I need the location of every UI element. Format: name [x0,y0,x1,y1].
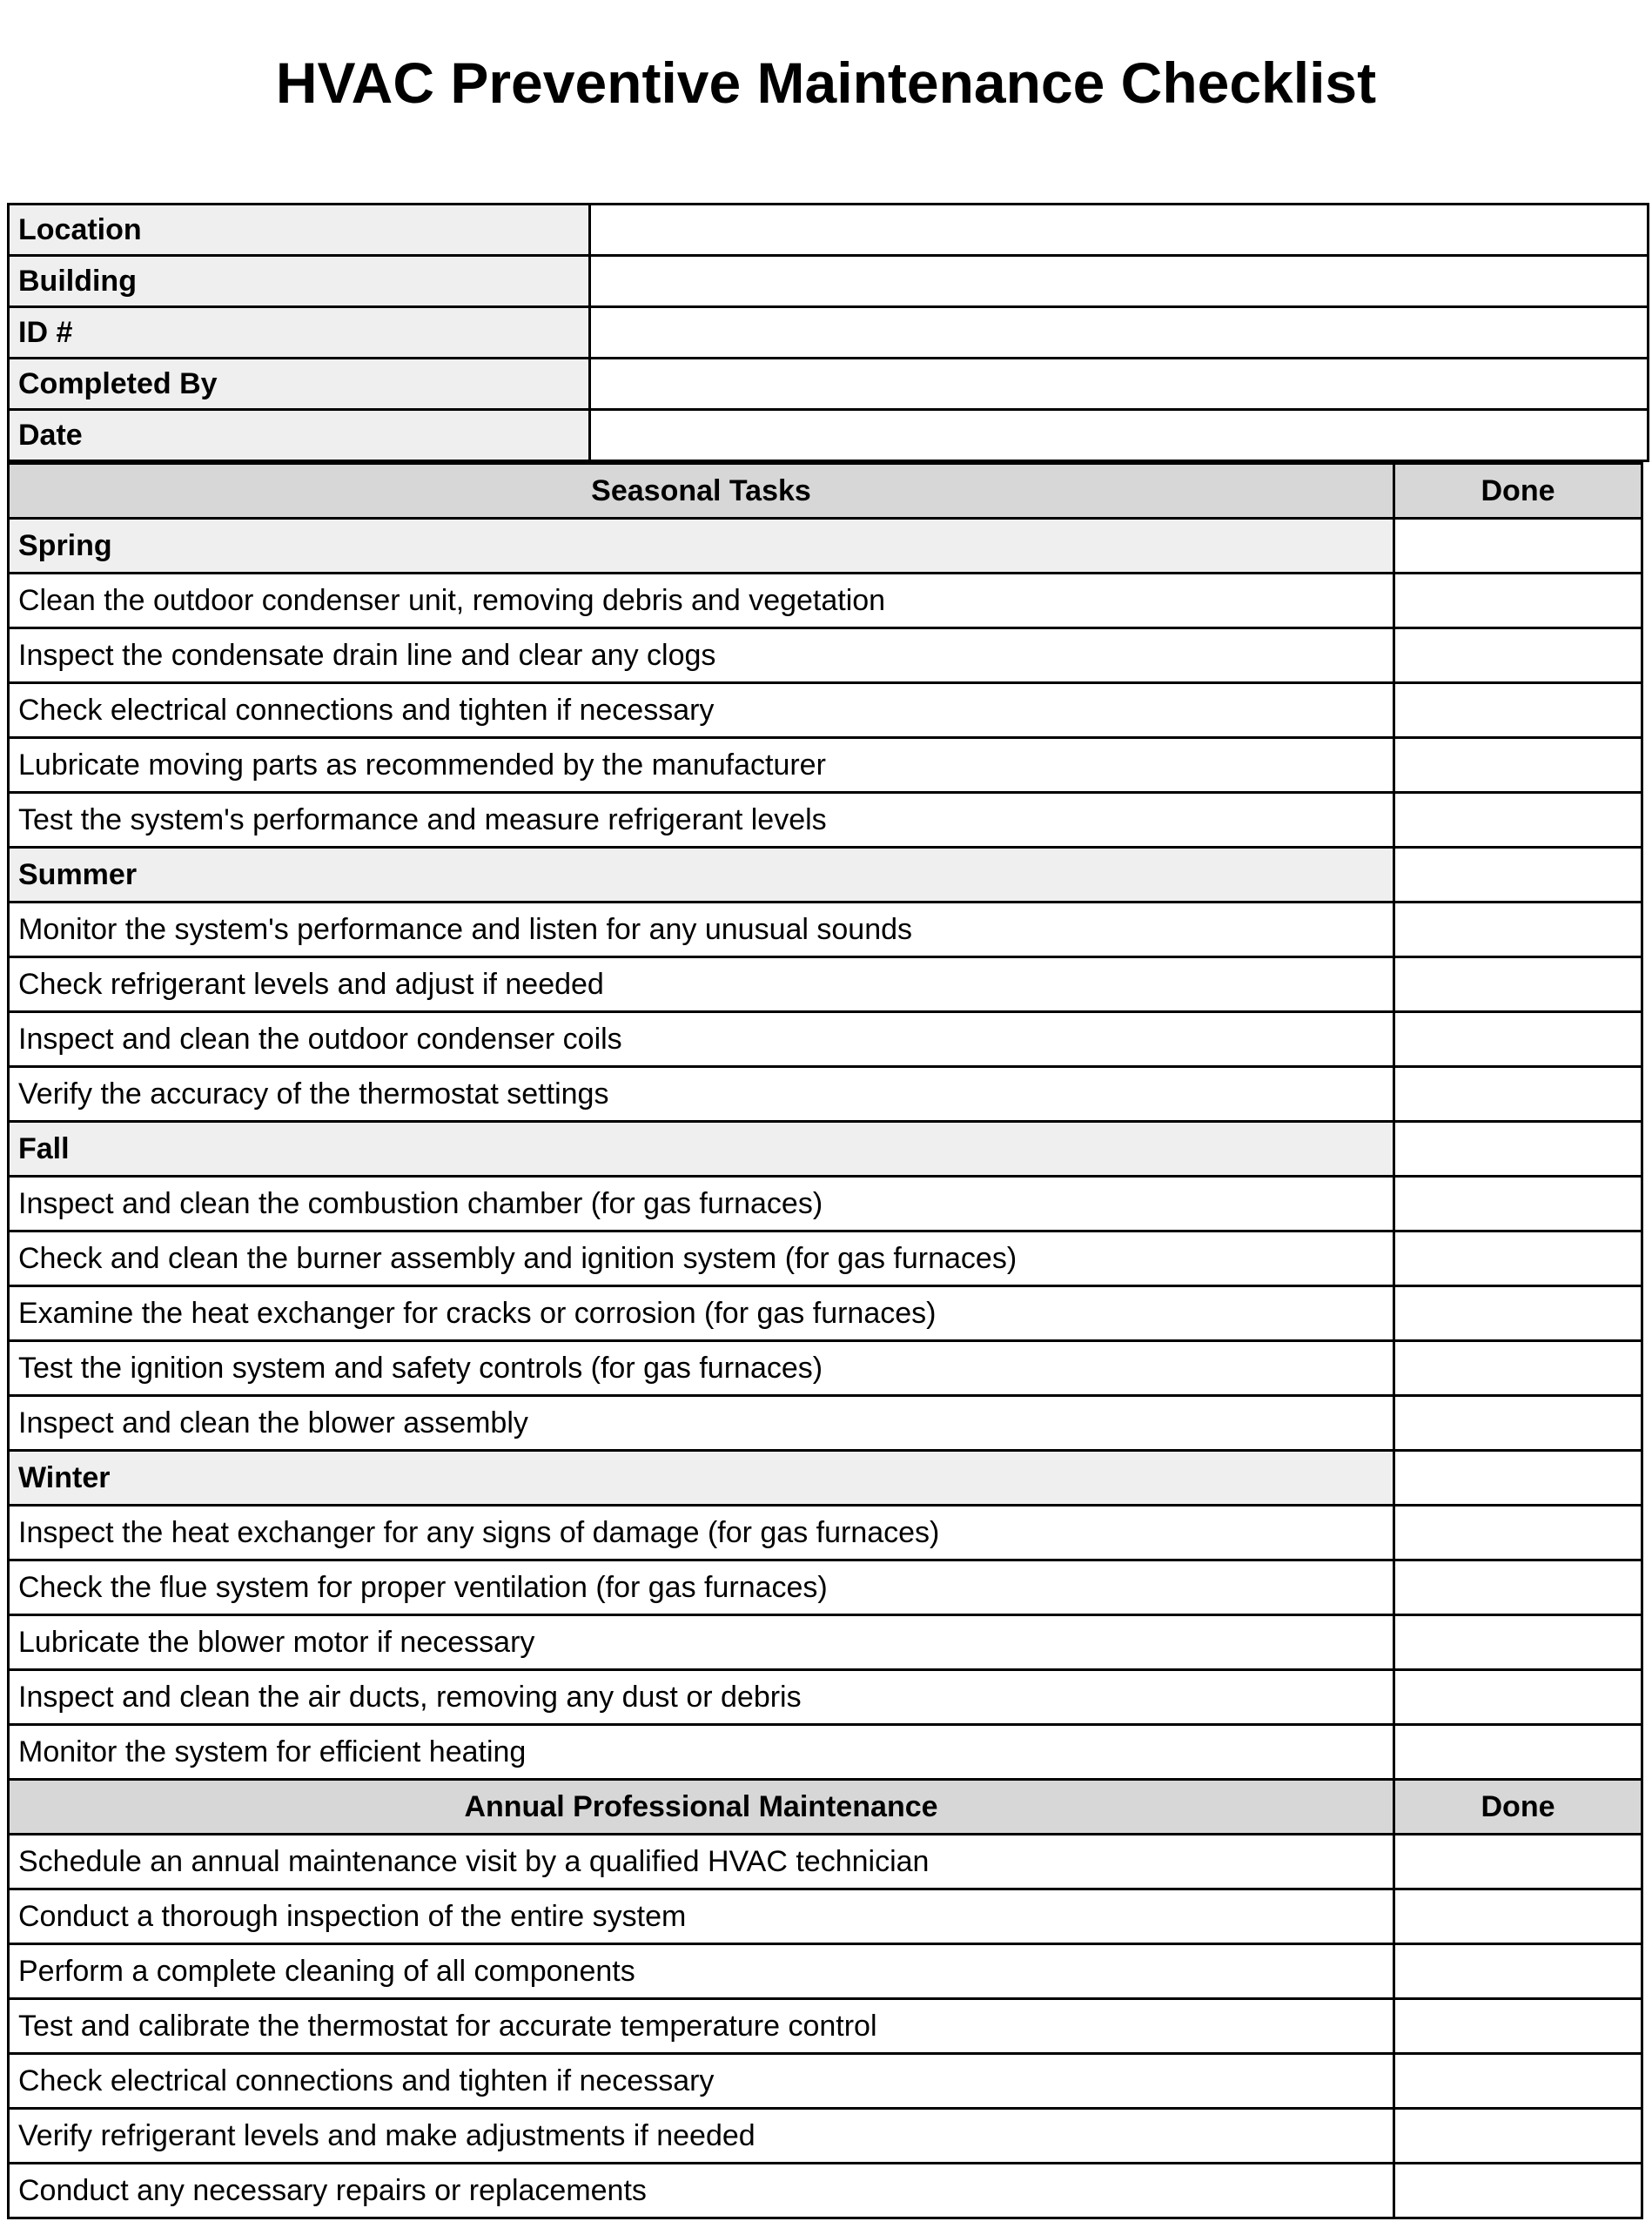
done-cell[interactable] [1394,1506,1642,1560]
field-value-cell[interactable] [590,205,1649,256]
task-row [9,1560,1642,1615]
task-row [9,1341,1642,1396]
task-label: Verify refrigerant levels and make adjustments if needed [9,2109,1394,2164]
task-row [9,1177,1642,1231]
done-cell[interactable] [1394,1012,1642,1067]
season-header-fall [9,1122,1642,1177]
done-column-header: Done [1394,464,1642,519]
task-row [9,903,1642,957]
checklist-table [7,462,1643,2219]
done-cell[interactable] [1394,1451,1642,1506]
done-cell[interactable] [1394,1725,1642,1780]
task-row [9,1231,1642,1286]
task-label: Verify the accuracy of the thermostat settings [9,1067,1394,1122]
task-row [9,1944,1642,1999]
task-label: Conduct any necessary repairs or replacements [9,2164,1394,2218]
field-row-location [9,205,1649,256]
field-row-completed-by [9,359,1649,410]
task-label: Monitor the system's performance and listen for any unusual sounds [9,903,1394,957]
field-label: Location [9,205,590,256]
task-label: Schedule an annual maintenance visit by a qualified HVAC technician [9,1835,1394,1889]
field-value-cell[interactable] [590,359,1649,410]
field-value-cell[interactable] [590,307,1649,359]
done-cell[interactable] [1394,683,1642,738]
done-cell[interactable] [1394,2164,1642,2218]
task-row [9,957,1642,1012]
field-label: Building [9,256,590,307]
field-row-date [9,410,1649,461]
task-row [9,628,1642,683]
task-label: Test the system's performance and measure refrigerant levels [9,793,1394,848]
document-title: HVAC Preventive Maintenance Checklist [275,50,1377,115]
task-row [9,1506,1642,1560]
task-row [9,1889,1642,1944]
task-row [9,738,1642,793]
done-cell[interactable] [1394,738,1642,793]
task-label: Monitor the system for efficient heating [9,1725,1394,1780]
task-row [9,793,1642,848]
seasonal-tasks-header-row [9,464,1642,519]
table-section-title: Seasonal Tasks [9,464,1394,519]
task-row [9,1067,1642,1122]
done-cell[interactable] [1394,2054,1642,2109]
task-row [9,1286,1642,1341]
task-label: Examine the heat exchanger for cracks or corrosion (for gas furnaces) [9,1286,1394,1341]
done-cell[interactable] [1394,1122,1642,1177]
season-header-winter [9,1451,1642,1506]
task-label: Inspect the heat exchanger for any signs of damage (for gas furnaces) [9,1506,1394,1560]
task-label: Clean the outdoor condenser unit, removing debris and vegetation [9,574,1394,628]
task-row [9,683,1642,738]
task-row [9,2164,1642,2218]
task-row [9,1725,1642,1780]
field-value-cell[interactable] [590,256,1649,307]
done-cell[interactable] [1394,628,1642,683]
task-row [9,2054,1642,2109]
task-label: Test the ignition system and safety controls (for gas furnaces) [9,1341,1394,1396]
task-label: Check electrical connections and tighten if necessary [9,683,1394,738]
task-label: Check the flue system for proper ventilation (for gas furnaces) [9,1560,1394,1615]
task-label: Inspect and clean the outdoor condenser coils [9,1012,1394,1067]
task-label: Inspect and clean the blower assembly [9,1396,1394,1451]
task-label: Check electrical connections and tighten if necessary [9,2054,1394,2109]
info-table [7,203,1649,462]
done-cell[interactable] [1394,1615,1642,1670]
season-label: Fall [9,1122,1394,1177]
task-row [9,1670,1642,1725]
field-row-id [9,307,1649,359]
done-cell[interactable] [1394,1067,1642,1122]
season-label: Spring [9,519,1394,574]
done-cell[interactable] [1394,1670,1642,1725]
done-cell[interactable] [1394,2109,1642,2164]
annual-maintenance-header-row [9,1780,1642,1835]
task-label: Lubricate moving parts as recommended by the manufacturer [9,738,1394,793]
task-row [9,574,1642,628]
done-cell[interactable] [1394,1341,1642,1396]
task-row [9,2109,1642,2164]
task-label: Test and calibrate the thermostat for accurate temperature control [9,1999,1394,2054]
done-cell[interactable] [1394,1286,1642,1341]
task-row [9,1835,1642,1889]
done-cell[interactable] [1394,1177,1642,1231]
season-header-spring [9,519,1642,574]
done-cell[interactable] [1394,1999,1642,2054]
task-row [9,1999,1642,2054]
task-label: Perform a complete cleaning of all components [9,1944,1394,1999]
field-label: Date [9,410,590,461]
task-label: Inspect the condensate drain line and clear any clogs [9,628,1394,683]
field-label: Completed By [9,359,590,410]
done-cell[interactable] [1394,1396,1642,1451]
done-cell[interactable] [1394,1560,1642,1615]
task-label: Inspect and clean the air ducts, removing any dust or debris [9,1670,1394,1725]
season-label: Summer [9,848,1394,903]
done-column-header: Done [1394,1780,1642,1835]
done-cell[interactable] [1394,957,1642,1012]
done-cell[interactable] [1394,574,1642,628]
done-cell[interactable] [1394,1231,1642,1286]
done-cell[interactable] [1394,1835,1642,1889]
task-label: Check refrigerant levels and adjust if needed [9,957,1394,1012]
field-value-cell[interactable] [590,410,1649,461]
task-label: Conduct a thorough inspection of the entire system [9,1889,1394,1944]
field-label: ID # [9,307,590,359]
done-cell[interactable] [1394,793,1642,848]
task-label: Lubricate the blower motor if necessary [9,1615,1394,1670]
season-label: Winter [9,1451,1394,1506]
done-cell[interactable] [1394,903,1642,957]
field-row-building [9,256,1649,307]
task-label: Inspect and clean the combustion chamber (for gas furnaces) [9,1177,1394,1231]
task-row [9,1012,1642,1067]
season-header-summer [9,848,1642,903]
done-cell[interactable] [1394,848,1642,903]
done-cell[interactable] [1394,519,1642,574]
done-cell[interactable] [1394,1889,1642,1944]
table-section-title: Annual Professional Maintenance [9,1780,1394,1835]
task-label: Check and clean the burner assembly and ignition system (for gas furnaces) [9,1231,1394,1286]
task-row [9,1615,1642,1670]
task-row [9,1396,1642,1451]
done-cell[interactable] [1394,1944,1642,1999]
